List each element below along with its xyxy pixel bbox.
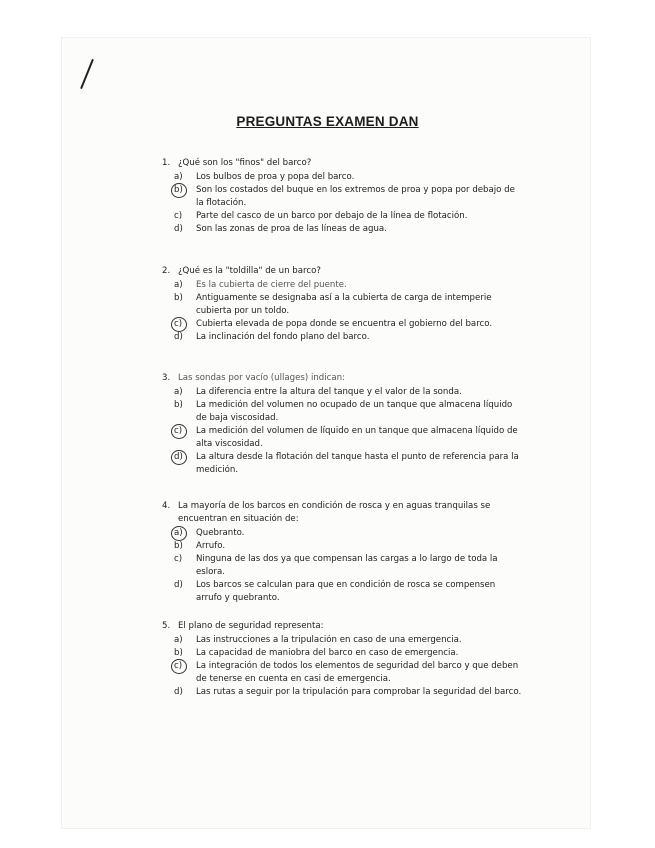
question-1 (162, 157, 522, 236)
option-letter: b) (174, 541, 183, 551)
option-text: Los barcos se calculan para que en condición de rosca se compensen arrufo y quebranto. (196, 580, 496, 603)
option-text: Cubierta elevada de popa donde se encuentra el gobierno del barco. (196, 319, 493, 329)
option-c[interactable] (162, 553, 522, 579)
option-letter: d) (174, 687, 183, 697)
option-text: Arrufo. (196, 541, 226, 551)
question-5 (162, 620, 522, 699)
option-text: La inclinación del fondo plano del barco. (196, 332, 370, 342)
option-letter: b) (174, 293, 183, 303)
option-letter-circled: b) (162, 184, 196, 210)
option-text: Las instrucciones a la tripulación en caso de una emergencia. (196, 635, 462, 645)
option-text: Son las zonas de proa de las líneas de agua. (196, 224, 387, 234)
option-letter-circled: c) (162, 425, 196, 451)
option-b[interactable] (162, 540, 522, 553)
options-list (162, 279, 522, 344)
option-letter: b) (174, 400, 183, 410)
question-text: Las sondas por vacío (ullages) indican: (178, 373, 345, 383)
option-a[interactable] (162, 279, 522, 292)
options-list (162, 386, 522, 477)
option-text: Antiguamente se designaba así a la cubierta de carga de intemperie cubierta por un toldo. (196, 293, 492, 316)
option-letter: a) (174, 387, 183, 397)
option-text: Es la cubierta de cierre del puente. (196, 280, 347, 290)
option-a[interactable] (162, 386, 522, 399)
question-2 (162, 265, 522, 344)
option-text: La diferencia entre la altura del tanque y el valor de la sonda. (196, 387, 462, 397)
question-text: ¿Qué son los "finos" del barco? (178, 158, 312, 168)
question-number: 4. (162, 501, 171, 511)
option-d[interactable] (162, 579, 522, 605)
option-c-selected[interactable] (162, 318, 522, 331)
option-a-selected[interactable] (162, 527, 522, 540)
option-letter: c) (174, 211, 183, 221)
option-d[interactable] (162, 686, 522, 699)
option-letter: a) (174, 280, 183, 290)
option-letter-circled: d) (162, 451, 196, 477)
question-text: ¿Qué es la "toldilla" de un barco? (178, 266, 321, 276)
option-a[interactable] (162, 171, 522, 184)
question-number: 2. (162, 266, 171, 276)
option-text: La integración de todos los elementos de seguridad del barco y que deben de tenerse en cuenta en casi de emergencia. (196, 661, 519, 684)
option-letter: d) (174, 580, 183, 590)
option-text: Quebranto. (196, 528, 245, 538)
option-d[interactable] (162, 223, 522, 236)
option-a[interactable] (162, 634, 522, 647)
option-d[interactable] (162, 331, 522, 344)
option-letter-circled: c) (162, 318, 196, 331)
option-letter: a) (174, 172, 183, 182)
option-d-selected[interactable] (162, 451, 522, 477)
option-letter: d) (174, 224, 183, 234)
option-text: La capacidad de maniobra del barco en caso de emergencia. (196, 648, 459, 658)
question-4 (162, 500, 522, 605)
option-text: La altura desde la flotación del tanque hasta el punto de referencia para la medición. (196, 452, 519, 475)
option-b[interactable] (162, 399, 522, 425)
options-list (162, 171, 522, 236)
question-number: 3. (162, 373, 171, 383)
option-text: Son los costados del buque en los extremos de proa y popa por debajo de la flotación. (196, 185, 515, 208)
question-text: La mayoría de los barcos en condición de rosca y en aguas tranquilas se encuentran en situación de: (178, 501, 491, 524)
option-letter: d) (174, 332, 183, 342)
option-letter: a) (174, 635, 183, 645)
option-text: La medición del volumen de líquido en un tanque que almacena líquido de alta viscosidad. (196, 426, 518, 449)
page-title: PREGUNTAS EXAMEN DAN (236, 114, 419, 129)
option-text: La medición del volumen no ocupado de un tanque que almacena líquido de baja viscosidad. (196, 400, 513, 423)
options-list (162, 527, 522, 605)
question-number: 1. (162, 158, 171, 168)
option-b-selected[interactable] (162, 184, 522, 210)
question-3 (162, 372, 522, 477)
option-letter: c) (174, 554, 183, 564)
option-text: Los bulbos de proa y popa del barco. (196, 172, 355, 182)
option-text: Las rutas a seguir por la tripulación para comprobar la seguridad del barco. (196, 687, 522, 697)
options-list (162, 634, 522, 699)
option-c-selected[interactable] (162, 660, 522, 686)
option-c-selected[interactable] (162, 425, 522, 451)
option-b[interactable] (162, 292, 522, 318)
option-letter-circled: c) (162, 660, 196, 686)
option-letter-circled: a) (162, 527, 196, 540)
question-number: 5. (162, 621, 171, 631)
option-text: Ninguna de las dos ya que compensan las cargas a lo largo de toda la eslora. (196, 554, 498, 577)
option-b[interactable] (162, 647, 522, 660)
option-letter: b) (174, 648, 183, 658)
option-text: Parte del casco de un barco por debajo de la línea de flotación. (196, 211, 468, 221)
option-c[interactable] (162, 210, 522, 223)
question-text: El plano de seguridad representa: (178, 621, 324, 631)
